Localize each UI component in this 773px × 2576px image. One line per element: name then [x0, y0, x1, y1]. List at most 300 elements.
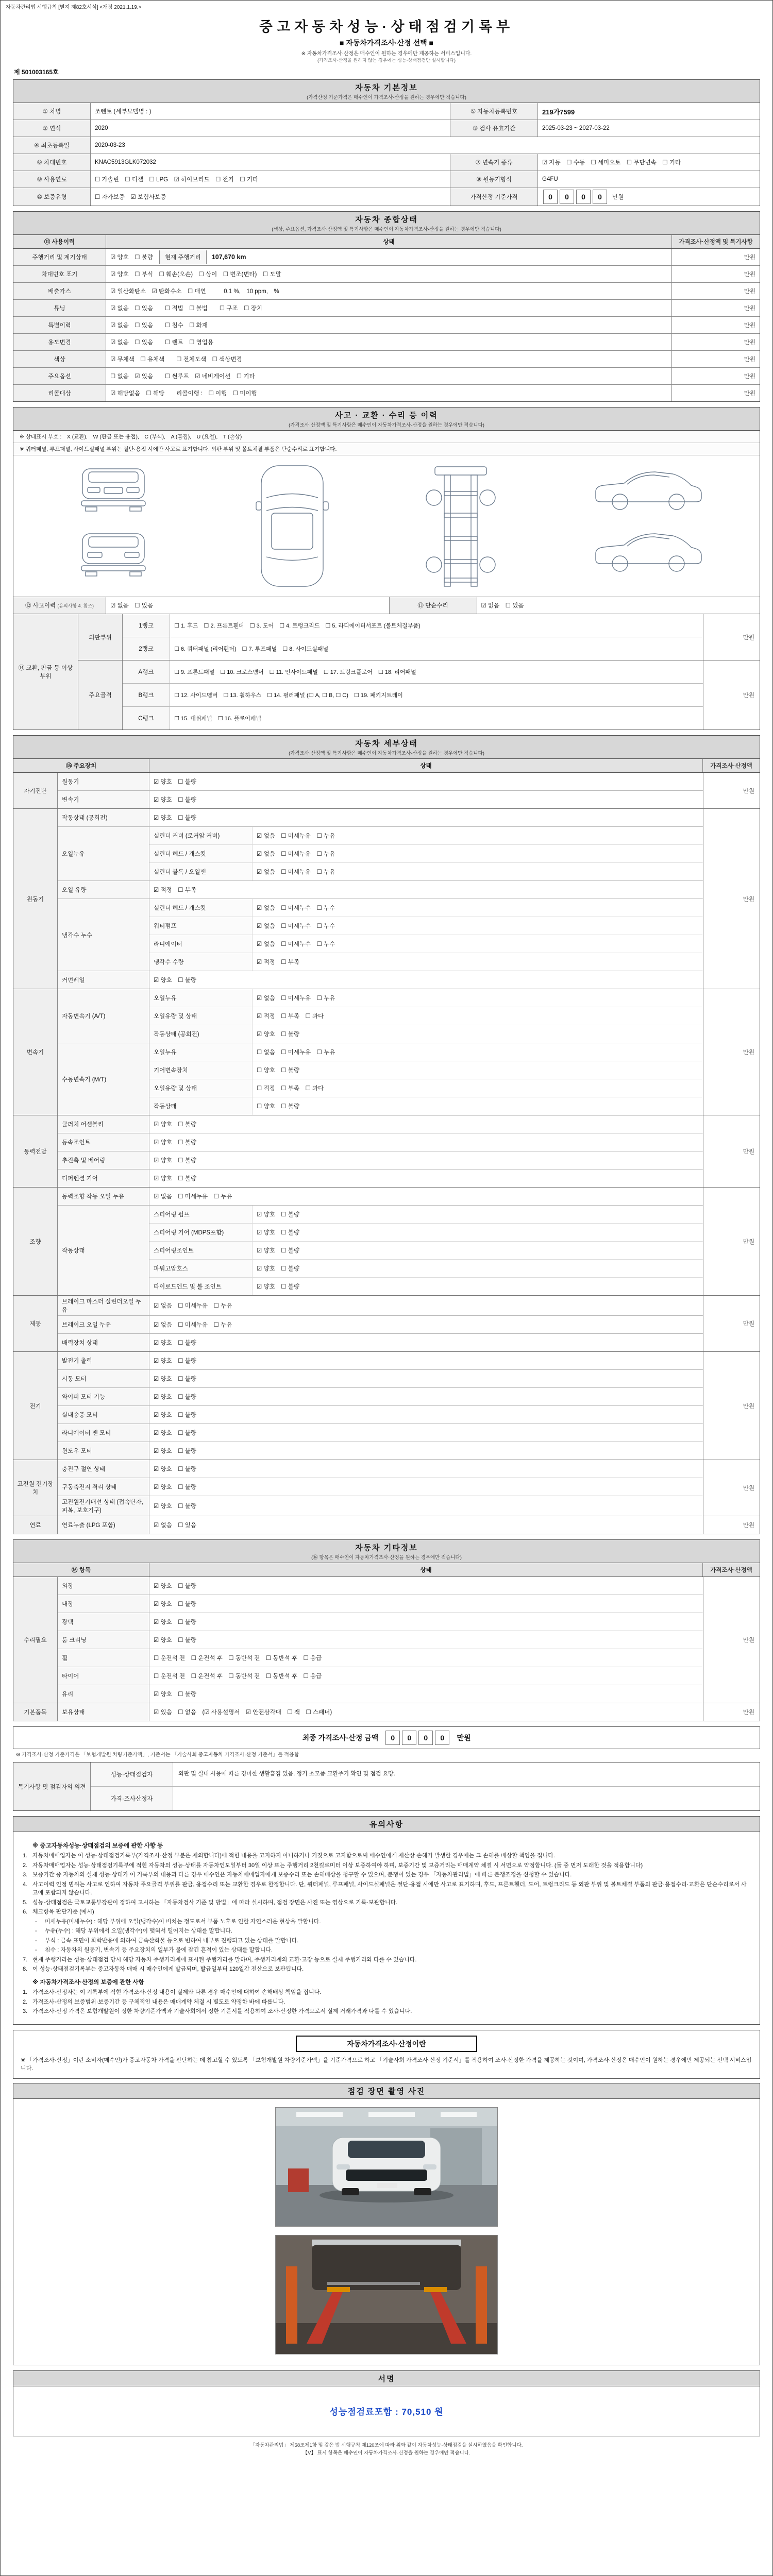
price-cell: 만원 — [744, 289, 755, 295]
notice-number: 1. — [23, 1989, 28, 1995]
device-item-subs — [149, 971, 703, 989]
simple-repair-checkboxes[interactable]: ☑ 없음 ☐ 있음 — [481, 603, 524, 609]
panel-group-items — [123, 614, 703, 660]
footer-line-1: 「자동차관리법」 제58조제1항 및 같은 법 시행규칙 제120조에 따라 위와 같이 자동차성능·상태점검을 실시하였음을 확인합니다. — [250, 2442, 523, 2448]
device-item-subs — [149, 1133, 703, 1151]
field-label-plate: ⑤ 자동차등록번호 — [450, 103, 538, 120]
notice-line — [23, 1998, 750, 2007]
status-checkbox-cell[interactable]: ☑ 없음 ☐ 있음 — [154, 1522, 196, 1529]
final-price-digits — [384, 1731, 450, 1745]
section-overall-title: 자동차 종합상태 — [355, 215, 418, 224]
device-item-row — [58, 1406, 703, 1424]
usage-item-label: 차대번호 표기 — [13, 266, 106, 282]
device-item-row — [58, 1478, 703, 1496]
rank-checkboxes[interactable]: ☐ 12. 사이드멤버 ☐ 13. 휠하우스 ☐ 14. 필러패널 (☐ A, ☐ B, ☐ C) ☐ 19. 패키지트레이 — [174, 692, 403, 699]
status-checkbox-cell[interactable]: ☑ 해당없음 ☐ 해당 리콜이행 : ☐ 이행 ☐ 미이행 — [106, 385, 672, 401]
notice-text: 미세누유(미세누수) : 해당 부위에 오일(냉각수)이 비치는 정도로서 부품 노후로 인한 자연스러운 현상을 말합니다. — [45, 1918, 321, 1925]
notice-text: 보증기간 중 자동차의 실제 성능·상태가 이 기록부의 내용과 다른 경우 매수인은 자동차매매업자에게 보증수리 또는 손해배상을 청구할 수 있으며, 분쟁이 있는 경우 「자동차관리법」에 따른 분쟁조정을 신청할 수 있습니다. — [32, 1872, 572, 1878]
notice-line — [23, 1842, 750, 1851]
status-checkbox-cell[interactable]: ☐ 양호 ☐ 불량 — [257, 1067, 299, 1074]
form-row — [13, 188, 760, 206]
device-sub-row — [149, 1115, 703, 1133]
notice-number: - — [35, 1918, 37, 1925]
device-group-items — [58, 1352, 703, 1460]
status-checkbox-cell[interactable]: ☑ 없음 ☐ 미세누유 ☐ 누유 — [154, 1194, 232, 1200]
device-group-name: 고전원 전기장치 — [13, 1460, 58, 1516]
status-checkbox-cell[interactable]: ☑ 없음 ☐ 미세누유 ☐ 누유 — [154, 1322, 232, 1328]
device-item-row — [58, 1334, 703, 1351]
field-label-year: ② 연식 — [13, 120, 91, 137]
notice-text: 가격조사·산정의 보증범위·보증기간 등 구체적인 내용은 매매계약 체결 시 별도로 약정한 바에 따릅니다. — [32, 1998, 285, 2005]
rank-checkboxes[interactable]: ☐ 15. 대쉬패널 ☐ 16. 플로어패널 — [174, 716, 262, 722]
final-price-unit: 만원 — [457, 1734, 471, 1742]
device-sub-row — [149, 1188, 703, 1205]
device-sub-row — [149, 1079, 703, 1097]
device-item-row — [58, 1170, 703, 1187]
device-sub-label: 작동상태 — [149, 1097, 253, 1115]
column-header-price: 가격조사·산정액 — [703, 759, 760, 772]
status-checkbox-cell[interactable]: ☑ 없음 ☐ 있음 ☐ 침수 ☐ 화재 — [106, 317, 672, 333]
device-item-subs — [149, 827, 703, 880]
rank-checkboxes[interactable]: ☐ 6. 쿼터패널 (리어휀더) ☐ 7. 루프패널 ☐ 8. 사이드실패널 — [174, 646, 329, 652]
section-accident-title: 사고 · 교환 · 수리 등 이력 — [335, 411, 438, 420]
field-value-car-name: 쏘렌토 (세부모델명 : ) — [91, 103, 450, 120]
device-item-label: 냉각수 누수 — [58, 899, 149, 971]
section-etc-note: (⑯ 항목은 매수인이 자동차가격조사·산정을 원하는 경우에만 적습니다) — [311, 1555, 462, 1561]
etc-item-subs — [149, 1613, 703, 1631]
etc-item-label: 보유상태 — [58, 1703, 149, 1721]
status-checkbox-cell[interactable]: ☐ 운전석 전 ☐ 운전석 후 ☐ 동반석 전 ☐ 동반석 후 ☐ 응급 — [154, 1655, 322, 1662]
device-item-row — [58, 1188, 703, 1206]
device-group-name: 자기진단 — [13, 773, 58, 808]
device-item-subs — [149, 1370, 703, 1387]
opinion-text — [173, 1787, 760, 1810]
title-note-1: ※ 자동차가격조사·산정은 매수인이 원하는 경우에만 제공하는 서비스입니다. — [301, 51, 472, 57]
status-checkbox-cell[interactable]: ☐ 적정 ☐ 부족 ☐ 과다 — [257, 1086, 324, 1092]
status-checkbox-cell[interactable]: ☑ 없음 ☐ 미세누유 ☐ 누유 — [154, 1303, 232, 1309]
overall-row — [13, 266, 760, 283]
etc-item-row — [58, 1685, 703, 1703]
status-checkbox-cell[interactable]: ☑ 없음 ☐ 미세누유 ☐ 누유 — [257, 833, 335, 839]
device-item-subs — [149, 1460, 703, 1478]
etc-item-row — [58, 1613, 703, 1631]
status-checkbox-cell[interactable]: ☑ 양호 ☐ 불량 — [154, 1358, 196, 1364]
status-checkbox-cell[interactable]: ☑ 양호 ☐ 불량 — [154, 1466, 196, 1472]
status-checkbox-cell[interactable]: ☑ 적정 ☐ 부족 ☐ 과다 — [257, 1013, 324, 1020]
opinion-author: 가격·조사산정자 — [91, 1787, 173, 1810]
status-checkbox-cell[interactable]: ☑ 적정 ☐ 부족 — [154, 887, 196, 893]
device-sub-row — [149, 1151, 703, 1169]
etc-item-row — [58, 1703, 703, 1721]
field-label-warranty — [13, 188, 91, 206]
notice-number: 1. — [23, 1853, 28, 1859]
device-sub-label: 실린더 커버 (로커암 커버) — [149, 827, 253, 844]
rank-checkboxes[interactable]: ☐ 9. 프론트패널 ☐ 10. 크로스멤버 ☐ 11. 인사이드패널 ☐ 17. 트렁크플로어 ☐ 18. 리어패널 — [174, 669, 416, 675]
rank-label: A랭크 — [123, 660, 170, 683]
device-sub-label: 스티어링 기어 (MDPS포함) — [149, 1224, 253, 1241]
status-checkbox-cell[interactable]: ☑ 양호 ☐ 불량 — [257, 1284, 299, 1290]
notice-line — [23, 1988, 750, 1997]
overall-rows — [13, 266, 760, 401]
status-checkbox-cell[interactable]: ☑ 없음 ☐ 있음 ☐ 적법 ☐ 불법 ☐ 구조 ☐ 장치 — [106, 300, 672, 316]
device-item-row — [58, 1442, 703, 1460]
status-checkbox-cell[interactable]: ☑ 없음 ☐ 미세누수 ☐ 누수 — [257, 941, 335, 947]
status-checkbox-cell[interactable]: ☑ 양호 ☐ 불량 — [154, 1503, 196, 1510]
section-detail-head — [13, 736, 760, 759]
etc-sub-row — [149, 1631, 703, 1649]
etc-group-row — [13, 1703, 760, 1721]
signature-area[interactable] — [13, 2386, 760, 2436]
status-checkbox-cell[interactable]: ☑ 없음 ☐ 있음 ☐ 렌트 ☐ 영업용 — [106, 334, 672, 350]
price-cell: 만원 — [744, 306, 755, 312]
etc-sub-row — [149, 1649, 703, 1667]
status-checkbox-cell[interactable]: ☑ 양호 ☐ 불량 — [154, 1176, 196, 1182]
status-checkbox-cell[interactable]: ☑ 양호 ☐ 불량 — [154, 1412, 196, 1418]
usage-item-label: 배출가스 — [13, 283, 106, 299]
status-checkbox-cell[interactable]: ☑ 양호 ☐ 불량 — [154, 1691, 196, 1698]
device-item-label: 수동변속기 (M/T) — [58, 1043, 149, 1115]
notice-line — [35, 1918, 750, 1926]
section-overall-head — [13, 212, 760, 235]
notice-line — [23, 2007, 750, 2016]
notice-number: - — [35, 1947, 37, 1954]
panel-group-name: 주요골격 — [78, 660, 123, 730]
column-header-device: ⑮ 주요장치 — [13, 759, 149, 772]
device-group-name: 원동기 — [13, 809, 58, 989]
device-item-label: 오일 유량 — [58, 881, 149, 899]
price-cell: 만원 — [744, 323, 755, 329]
status-checkbox-cell[interactable]: ☐ 없음 ☐ 미세누유 ☐ 누유 — [257, 1049, 335, 1056]
device-sub-label: 실린더 헤드 / 개스킷 — [149, 899, 253, 917]
device-sub-row — [149, 1043, 703, 1061]
simple-repair-label: ⑬ 단순수리 — [390, 597, 477, 614]
status-checkbox-cell[interactable]: ☑ 양호 ☐ 불량 — [257, 1248, 299, 1254]
notice-number: 2. — [23, 1998, 28, 2005]
device-sub-row — [149, 935, 703, 953]
fuel-checkboxes[interactable]: ☐ 가솔린 ☐ 디젤 ☐ LPG ☑ 하이브리드 ☐ 전기 ☐ 기타 — [91, 171, 450, 188]
etc-group-name: 기본품목 — [13, 1703, 58, 1721]
etc-item-label: 내장 — [58, 1595, 149, 1613]
price-digit-box: 0 — [576, 190, 591, 204]
car-diagram-front-rear-view — [62, 462, 165, 590]
etc-sub-row — [149, 1577, 703, 1595]
usage-item-label: 주요옵션 — [13, 368, 106, 384]
device-sub-row — [149, 1278, 703, 1295]
column-header-price: 가격조사·산정액 — [703, 1563, 760, 1577]
form-row — [13, 137, 760, 154]
etc-group-name: 수리필요 — [13, 1577, 58, 1703]
price-survey-definition-box — [13, 2030, 760, 2079]
status-checkbox-cell[interactable]: ☐ 운전석 전 ☐ 운전석 후 ☐ 동반석 전 ☐ 동반석 후 ☐ 응급 — [154, 1673, 322, 1680]
etc-sub-row — [149, 1703, 703, 1721]
status-checkbox-cell[interactable]: ☑ 적정 ☐ 부족 — [257, 959, 299, 965]
status-checkbox-cell[interactable]: ☑ 양호 ☐ 불량 — [154, 1140, 196, 1146]
status-checkbox-cell[interactable]: ☑ 양호 ☐ 불량 — [154, 1376, 196, 1382]
rank-row — [123, 684, 703, 707]
etc-item-subs — [149, 1577, 703, 1595]
device-group-items — [58, 1188, 703, 1295]
status-checkbox-cell[interactable]: ☑ 양호 ☐ 불량 — [154, 1158, 196, 1164]
photo-body — [13, 2099, 760, 2365]
notice-text: 체크항목 판단기준 (예시) — [32, 1909, 94, 1916]
device-item-label: 라디에이터 팬 모터 — [58, 1424, 149, 1442]
base-price-digits — [542, 190, 608, 204]
status-checkbox-cell[interactable]: ☐ 없음 ☑ 있음 ☐ 썬루프 ☑ 네비게이션 ☐ 기타 — [106, 368, 672, 384]
etc-item-subs — [149, 1685, 703, 1703]
inspection-photo-lift — [275, 2235, 498, 2354]
rank-label: C랭크 — [123, 707, 170, 730]
device-item-row — [58, 989, 703, 1043]
device-item-row — [58, 827, 703, 881]
mileage-checkboxes[interactable]: ☑ 양호 ☐ 불량 — [110, 255, 153, 261]
notice-text: 자동차매매업자는 이 성능·상태점검기록부(가격조사·산정 부분은 제외합니다)에 적힌 내용을 고지하지 아니하거나 거짓으로 고지함으로써 매수인에게 재산상 손해가 발생한 경우에는 그 손해를 배상할 책임을 집니다. — [32, 1853, 555, 1859]
usage-item-label: 특별이력 — [13, 317, 106, 333]
notice-text: 성능·상태점검은 국토교통부장관이 정하여 고시하는 「자동차검사 기준 및 방법」에 따라 실시하며, 점검 장면은 사진 또는 영상으로 기록·보관합니다. — [32, 1899, 398, 1906]
device-item-row — [58, 1516, 703, 1534]
price-cell: 만원 — [703, 1703, 760, 1721]
notice-text: 누유(누수) : 해당 부위에서 오일(냉각수)이 맺혀서 떨어지는 상태를 말합니다. — [45, 1928, 232, 1935]
rank-row — [123, 707, 703, 730]
notice-number: 3. — [23, 1872, 28, 1878]
device-sub-row — [149, 809, 703, 826]
odometer-value: 107,670 km — [211, 253, 246, 261]
status-checkbox-cell[interactable]: ☑ 양호 ☐ 불량 — [257, 1230, 299, 1236]
warranty-checkboxes[interactable]: ☐ 자가보증 ☑ 보험사보증 — [91, 188, 450, 206]
status-checkbox-cell[interactable]: ☑ 양호 ☐ 불량 — [257, 1266, 299, 1272]
section-accident-head — [13, 408, 760, 431]
device-item-label: 윈도우 모터 — [58, 1442, 149, 1460]
device-sub-label: 오일유량 및 상태 — [149, 1007, 253, 1025]
opinion-row — [91, 1762, 760, 1787]
usage-item-label: 용도변경 — [13, 334, 106, 350]
device-item-label: 연료누출 (LPG 포함) — [58, 1516, 149, 1534]
etc-sub-row — [149, 1685, 703, 1703]
device-item-label: 자동변속기 (A/T) — [58, 989, 149, 1043]
etc-table-header — [13, 1563, 760, 1577]
section-notices-title: 유의사항 — [369, 1820, 404, 1829]
device-item-row — [58, 1370, 703, 1388]
column-header-state: 상태 — [149, 759, 703, 772]
opinion-author: 성능·상태점검자 — [91, 1762, 173, 1786]
final-price-row — [13, 1726, 760, 1749]
status-checkbox-cell[interactable]: ☑ 일산화탄소 ☑ 탄화수소 ☐ 매연 0.1 %, 10 ppm, % — [106, 283, 672, 299]
device-sub-label: 실린더 헤드 / 개스킷 — [149, 845, 253, 862]
car-damage-diagrams — [13, 455, 760, 597]
rank-row — [123, 637, 703, 660]
device-item-row — [58, 1388, 703, 1406]
device-sub-label: 작동상태 (공회전) — [149, 1025, 253, 1043]
status-checkbox-cell[interactable]: ☑ 양호 ☐ 불량 — [154, 1122, 196, 1128]
notice-text: 가격조사·산정 가격은 보험개발원이 정한 차량기준가액과 기술사회에서 정한 기준서를 적용하여 조사·산정한 가격으로서 실제 거래가격과 다를 수 있습니다. — [32, 2008, 412, 2014]
status-checkbox-cell[interactable]: ☐ 양호 ☐ 불량 — [257, 1104, 299, 1110]
overall-row — [13, 351, 760, 368]
status-checkbox-cell[interactable]: ☑ 양호 ☐ 불량 — [154, 1601, 196, 1607]
status-checkbox-cell[interactable]: ☑ 양호 ☐ 불량 — [154, 815, 196, 821]
status-checkbox-cell[interactable]: ☑ 양호 ☐ 불량 — [154, 1448, 196, 1454]
status-checkbox-cell[interactable]: ☑ 양호 ☐ 부식 ☐ 훼손(오손) ☐ 상이 ☐ 변조(변타) ☐ 도말 — [106, 266, 672, 282]
etc-item-label: 유리 — [58, 1685, 149, 1703]
device-item-label: 원동기 — [58, 773, 149, 790]
etc-item-row — [58, 1649, 703, 1667]
device-sub-row — [149, 1260, 703, 1278]
device-sub-label: 오일누유 — [149, 1043, 253, 1061]
etc-item-subs — [149, 1631, 703, 1649]
footer-legal-lines — [1, 2442, 772, 2457]
device-sub-label: 스티어링 펌프 — [149, 1206, 253, 1223]
notice-text: 이 성능·상태점검기록부는 중고자동차 매매 시 매수인에게 발급되며, 발급일부터 120일간 전산으로 보관됩니다. — [32, 1966, 304, 1973]
device-item-subs — [149, 773, 703, 790]
device-sub-row — [149, 899, 703, 917]
etc-item-subs — [149, 1703, 703, 1721]
form-reference: 자동차관리법 시행규칙 [별지 제82호서식] <개정 2021.1.19.> — [6, 5, 142, 10]
status-checkbox-cell[interactable]: ☑ 양호 ☐ 불량 — [154, 1340, 196, 1346]
final-price-note: ※ 가격조사·산정 기준가격은 「보험개발원 차량기준가액」, 기준서는 「기술사회 중고자동차 가격조사·산정 기준서」를 적용함 — [16, 1752, 299, 1758]
footer-line-2: 【Ⅴ】 표시 항목은 매수인이 자동차가격조사·산정을 원하는 경우에만 적습니다. — [303, 2450, 470, 2456]
notice-number: - — [35, 1928, 37, 1935]
notice-number: 2. — [23, 1862, 28, 1869]
status-checkbox-cell[interactable]: ☑ 양호 ☐ 불량 — [154, 1583, 196, 1589]
opinion-text: 외판 및 실내 사용에 따른 경미한 생활흠집 있음. 정기 소모품 교환주기 확인 및 점검 요망. — [178, 1771, 395, 1777]
device-sub-row — [149, 773, 703, 790]
accident-history-checkboxes[interactable]: ☑ 없음 ☐ 있음 — [106, 597, 390, 614]
device-item-label: 작동상태 — [58, 1206, 149, 1295]
device-item-subs — [149, 1151, 703, 1169]
rank-row — [123, 614, 703, 637]
device-item-subs — [149, 1043, 703, 1115]
device-item-subs — [149, 1352, 703, 1369]
transmission-checkboxes[interactable]: ☑ 자동 ☐ 수동 ☐ 세미오토 ☐ 무단변속 ☐ 기타 — [542, 160, 681, 166]
status-checkbox-cell[interactable]: ☑ 있음 ☐ 없음 (☑ 사용설명서 ☑ 안전삼각대 ☐ 잭 ☐ 스패너) — [154, 1709, 332, 1716]
opinion-rows — [91, 1762, 760, 1810]
panel-group-items — [123, 660, 703, 730]
notice-lines — [13, 1832, 760, 2024]
etc-item-label: 광택 — [58, 1613, 149, 1631]
price-cell: 만원 — [703, 1188, 760, 1295]
status-checkbox-cell[interactable]: ☑ 양호 ☐ 불량 — [154, 1394, 196, 1400]
device-sub-label: 파워고압호스 — [149, 1260, 253, 1277]
device-sub-row — [149, 827, 703, 845]
device-item-subs — [149, 1188, 703, 1205]
notice-line — [23, 1956, 750, 1964]
detail-groups — [13, 773, 760, 1534]
accident-simple-repair-row — [13, 597, 760, 614]
price-cell: 만원 — [703, 1460, 760, 1516]
section-etc-info — [13, 1539, 760, 1721]
overall-row — [13, 385, 760, 401]
device-group-items — [58, 1115, 703, 1187]
device-sub-row — [149, 863, 703, 880]
mileage-state-cell[interactable] — [106, 249, 672, 265]
definition-title: 자동차가격조사·산정이란 — [296, 2036, 477, 2052]
device-sub-label: 워터펌프 — [149, 917, 253, 935]
status-checkbox-cell[interactable]: ☑ 없음 ☐ 미세누수 ☐ 누수 — [257, 905, 335, 911]
status-checkbox-cell[interactable]: ☑ 양호 ☐ 불량 — [154, 1637, 196, 1643]
price-cell: 만원 — [703, 1296, 760, 1351]
mileage-row — [13, 249, 760, 266]
price-cell: 만원 — [744, 255, 755, 261]
status-checkbox-cell[interactable]: ☑ 양호 ☐ 불량 — [154, 977, 196, 984]
field-label-car-name: ① 차명 — [13, 103, 91, 120]
exchange-panel-label: ⑭ 교환, 판금 등 이상 부위 — [13, 614, 78, 730]
notice-number: 8. — [23, 1966, 28, 1973]
status-checkbox-cell[interactable]: ☑ 없음 ☐ 미세누유 ☐ 누유 — [257, 869, 335, 875]
section-basic-head — [13, 80, 760, 103]
device-sub-row — [149, 1206, 703, 1224]
price-digit-box: 0 — [543, 190, 558, 204]
notice-line — [23, 1978, 750, 1987]
odometer-label: 현재 주행거리 — [159, 250, 207, 264]
section-etc-title: 자동차 기타정보 — [355, 1544, 418, 1552]
usage-item-label: 색상 — [13, 351, 106, 367]
section-etc-head — [13, 1540, 760, 1563]
device-sub-row — [149, 1496, 703, 1516]
status-checkbox-cell[interactable]: ☑ 양호 ☐ 불량 — [154, 797, 196, 803]
device-group-name: 연료 — [13, 1516, 58, 1534]
status-checkbox-cell[interactable]: ☑ 없음 ☐ 미세누유 ☐ 누유 — [257, 995, 335, 1002]
device-sub-row — [149, 1296, 703, 1315]
notice-line — [23, 1861, 750, 1870]
status-checkbox-cell[interactable]: ☑ 양호 ☐ 불량 — [154, 1430, 196, 1436]
price-digit-box: 0 — [593, 190, 607, 204]
status-checkbox-cell[interactable]: ☑ 양호 ☐ 불량 — [154, 1619, 196, 1625]
opinion-header: 특기사항 및 점검자의 의견 — [13, 1762, 91, 1810]
section-signature — [13, 2370, 760, 2436]
device-group-items — [58, 989, 703, 1115]
device-item-row — [58, 1151, 703, 1170]
status-checkbox-cell[interactable]: ☑ 양호 ☐ 불량 — [257, 1031, 299, 1038]
form-row — [13, 171, 760, 188]
section-overall-condition — [13, 211, 760, 402]
definition-text: ※ 「가격조사·산정」이란 소비자(매수인)가 중고자동차 가격을 판단하는 데 참고할 수 있도록 「보험개발원 차량기준가액」을 기준가격으로 하고 「기술사회 가격조사·산정 기준서」를 적용하여 조사·산정한 가격을 제공하는 것이며, 가격조사·산정은 매수인이 원하는 경우에만 제공되는 선택 서비스입니다. — [21, 2057, 752, 2072]
notice-number: 6. — [23, 1909, 28, 1916]
rank-label: B랭크 — [123, 684, 170, 706]
device-sub-label: 라디에이터 — [149, 935, 253, 953]
state-code-legend-2: ※ 쿼터패널, 루프패널, 사이드실패널 부위는 절단·용접 시에만 사고로 표기합니다. 외판 부위 및 볼트체결 부품은 단순수리로 표기합니다. — [13, 443, 760, 455]
notice-number — [23, 1978, 30, 1987]
status-checkbox-cell[interactable]: ☑ 없음 ☐ 미세누수 ☐ 누수 — [257, 923, 335, 929]
status-checkbox-cell[interactable]: ☑ 양호 ☐ 불량 — [154, 1484, 196, 1490]
status-checkbox-cell[interactable]: ☑ 무채색 ☐ 유채색 ☐ 전체도색 ☐ 색상변경 — [106, 351, 672, 367]
price-cell: 만원 — [744, 391, 755, 397]
section-inspector-opinion — [13, 1762, 760, 1811]
panel-group-row — [78, 660, 760, 730]
device-sub-row — [149, 1242, 703, 1260]
device-item-label: 디퍼렌셜 기어 — [58, 1170, 149, 1187]
status-checkbox-cell[interactable]: ☑ 양호 ☐ 불량 — [154, 779, 196, 785]
device-item-row — [58, 1133, 703, 1151]
etc-groups — [13, 1577, 760, 1721]
car-diagram-frame-view — [419, 462, 502, 590]
device-sub-label: 실린더 블록 / 오일팬 — [149, 863, 253, 880]
detail-table-header — [13, 759, 760, 773]
rank-checkboxes[interactable]: ☐ 1. 후드 ☐ 2. 프론트휀더 ☐ 3. 도어 ☐ 4. 트렁크리드 ☐ 5. 라디에이터서포트 (볼트체결부품) — [174, 623, 421, 629]
column-header-state: 상태 — [149, 1563, 703, 1577]
device-item-subs — [149, 1316, 703, 1333]
rank-label: 2랭크 — [123, 637, 170, 660]
section-photos-head — [13, 2083, 760, 2099]
device-sub-row — [149, 845, 703, 863]
section-notices-head — [13, 1817, 760, 1832]
status-checkbox-cell[interactable]: ☑ 양호 ☐ 불량 — [257, 1212, 299, 1218]
device-item-subs — [149, 1170, 703, 1187]
device-item-subs — [149, 1516, 703, 1534]
device-item-label: 충전구 절연 상태 — [58, 1460, 149, 1478]
notice-line — [35, 1946, 750, 1955]
device-group-name: 변속기 — [13, 989, 58, 1115]
notice-text: ※ 중고자동차성능·상태점검의 보증에 관한 사항 등 — [32, 1843, 163, 1849]
status-checkbox-cell[interactable]: ☑ 없음 ☐ 미세누유 ☐ 누유 — [257, 851, 335, 857]
device-sub-row — [149, 1442, 703, 1460]
